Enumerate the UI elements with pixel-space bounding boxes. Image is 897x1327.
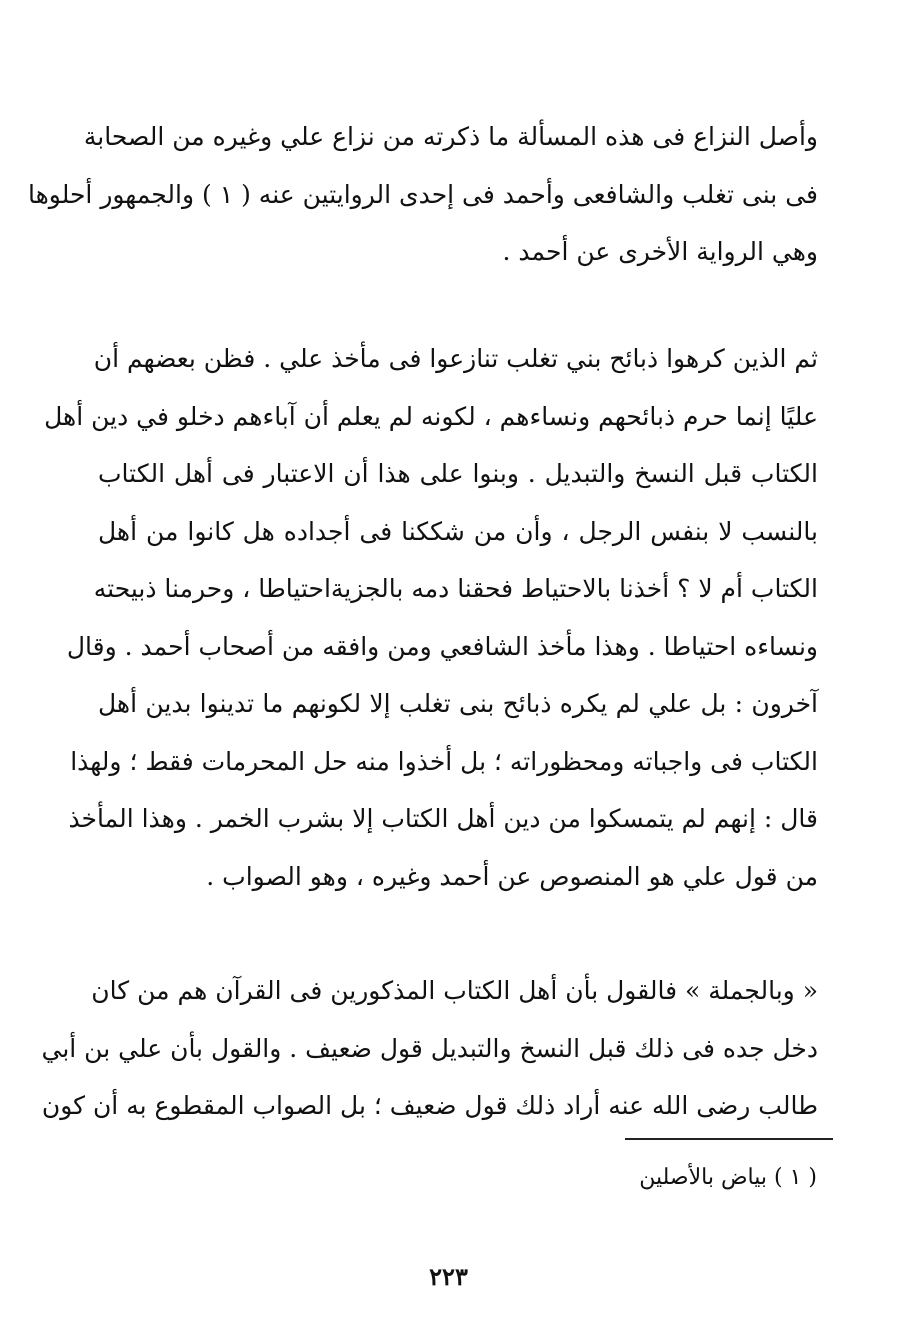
- paragraph-line: عليًا إنما حرم ذبائحهم ونساءهم ، لكونه لم يعلم أن آباءهم دخلو في دين أهل: [44, 401, 818, 431]
- paragraph-line: دخل جده فى ذلك قبل النسخ والتبديل قول ضعيف . والقول بأن علي بن أبي: [41, 1033, 818, 1063]
- paragraph-line: من قول علي هو المنصوص عن أحمد وغيره ، وهو الصواب .: [206, 861, 818, 891]
- paragraph-line: ونساءه احتياطا . وهذا مأخذ الشافعي ومن وافقه من أصحاب أحمد . وقال: [66, 631, 818, 661]
- paragraph-line: فى بنى تغلب والشافعى وأحمد فى إحدى الروايتين عنه ( ١ ) والجمهور أحلوها: [27, 179, 818, 209]
- paragraph-line: الكتاب أم لا ؟ أخذنا بالاحتياط فحقنا دمه بالجزيةاحتياطا ، وحرمنا ذبيحته: [93, 574, 818, 603]
- paragraph-3: [41, 962, 818, 1135]
- paragraph-line: وأصل النزاع فى هذه المسألة ما ذكرته من نزاع علي وغيره من الصحابة: [83, 122, 818, 151]
- paragraph-2: [44, 330, 818, 905]
- footnote-divider: [625, 1138, 833, 1140]
- paragraph-line: قال : إنهم لم يتمسكوا من دين أهل الكتاب إلا بشرب الخمر . وهذا المأخذ: [68, 804, 818, 833]
- paragraph-line: الكتاب فى واجباته ومحظوراته ؛ بل أخذوا منه حل المحرمات فقط ؛ ولهذا: [70, 746, 818, 776]
- paragraph-line: ثم الذين كرهوا ذبائح بني تغلب تنازعوا فى مأخذ علي . فظن بعضهم أن: [93, 344, 818, 373]
- paragraph-line: طالب رضى الله عنه أراد ذلك قول ضعيف ؛ بل الصواب المقطوع به أن كون: [41, 1091, 818, 1120]
- paragraph-line: آخرون : بل علي لم يكره ذبائح بنى تغلب إلا لكونهم ما تدينوا بدين أهل: [98, 689, 818, 718]
- footnote: ( ١ ) بياض بالأصلين: [639, 1165, 817, 1190]
- paragraph-line: « وبالجملة » فالقول بأن أهل الكتاب المذكورين فى القرآن هم من كان: [91, 976, 818, 1005]
- paragraph-line: بالنسب لا بنفس الرجل ، وأن من شككنا فى أجداده هل كانوا من أهل: [98, 516, 818, 546]
- paragraph-line: وهي الرواية الأخرى عن أحمد .: [502, 237, 818, 266]
- page-number: ٢٢٣: [429, 1262, 468, 1291]
- paragraph-line: الكتاب قبل النسخ والتبديل . وبنوا على هذا أن الاعتبار فى أهل الكتاب: [98, 459, 818, 488]
- paragraph-1: [27, 108, 818, 281]
